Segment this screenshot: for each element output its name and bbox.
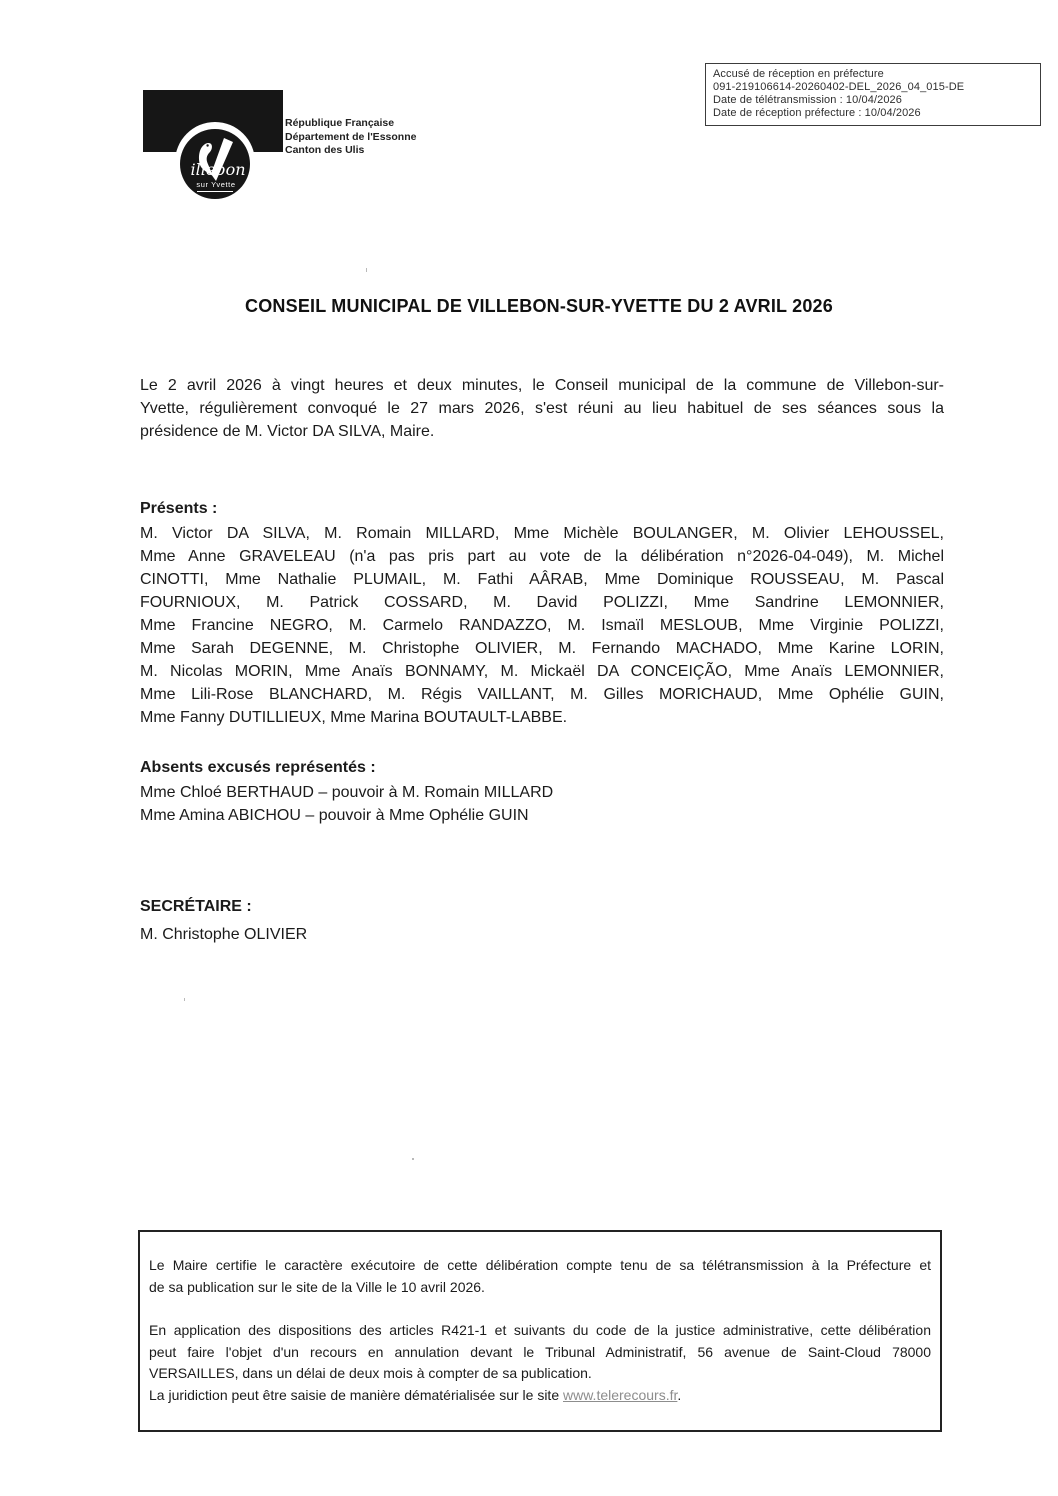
text-line: Mme Anne GRAVELEAU (n'a pas pris part au vote de la délibération n°2026-04-049), M. Michel bbox=[140, 548, 944, 565]
text-line: Canton des Ulis bbox=[285, 144, 365, 156]
republique-header bbox=[285, 117, 416, 158]
villebon-logo bbox=[143, 88, 293, 213]
logo-disc bbox=[180, 129, 250, 199]
certify-paragraph bbox=[149, 1255, 931, 1298]
certification-box bbox=[138, 1230, 942, 1432]
text-line: Mme Fanny DUTILLIEUX, Mme Marina BOUTAULT-LABBE. bbox=[140, 709, 568, 726]
text-line: peut faire l'objet d'un recours en annulation devant le Tribunal Administratif, 56 avenue de Saint-Cloud 78000 bbox=[149, 1343, 931, 1360]
text-line: Le 2 avril 2026 à vingt heures et deux minutes, le Conseil municipal de la commune de Villebon-sur- bbox=[140, 377, 944, 394]
document-title: CONSEIL MUNICIPAL DE VILLEBON-SUR-YVETTE DU 2 AVRIL 2026 bbox=[245, 296, 833, 316]
text-line: Le Maire certifie le caractère exécutoire de cette délibération compte tenu de sa télétransmission à la Préfecture et bbox=[149, 1257, 931, 1273]
text-line: En application des dispositions des articles R421-1 et suivants du code de la justice administrative, cette délibération bbox=[149, 1322, 931, 1338]
text-line: Yvette, régulièrement convoqué le 27 mars 2026, s'est réuni au lieu habituel de ses séances sous la bbox=[140, 400, 944, 417]
logo-underline bbox=[197, 191, 233, 192]
text-line: VERSAILLES, dans un délai de deux mois à compter de sa publication. bbox=[149, 1365, 592, 1381]
text-line: M. Victor DA SILVA, M. Romain MILLARD, Mme Michèle BOULANGER, M. Olivier LEHOUSSEL, bbox=[140, 525, 944, 542]
secretaire-heading: SECRÉTAIRE : bbox=[140, 898, 252, 915]
text-line: Date de télétransmission : 10/04/2026 bbox=[713, 94, 902, 106]
recours-paragraph bbox=[149, 1320, 931, 1385]
secretaire-name: M. Christophe OLIVIER bbox=[140, 926, 308, 943]
absents-list bbox=[140, 781, 944, 827]
text-line: Mme Amina ABICHOU – pouvoir à Mme Ophélie GUIN bbox=[140, 807, 529, 824]
juridiction-period: . bbox=[677, 1386, 682, 1403]
presents-list bbox=[140, 522, 944, 729]
text-line: 091-219106614-20260402-DEL_2026_04_015-DE bbox=[713, 81, 965, 93]
absents-heading: Absents excusés représentés : bbox=[140, 759, 376, 776]
text-line: de sa publication sur le site de la Ville le 10 avril 2026. bbox=[149, 1278, 485, 1295]
scan-speck bbox=[184, 998, 185, 1001]
logo-subtitle: sur Yvette bbox=[196, 180, 236, 189]
presents-heading: Présents : bbox=[140, 500, 218, 517]
logo-wordmark: illebon bbox=[190, 160, 246, 179]
text-line: Département de l'Essonne bbox=[285, 130, 417, 143]
text-line: Date de réception préfecture : 10/04/2026 bbox=[713, 107, 921, 119]
scan-speck bbox=[412, 1158, 414, 1160]
text-line: M. Nicolas MORIN, Mme Anaïs BONNAMY, M. Mickaël DA CONCEIÇÃO, Mme Anaïs LEMONNIER, bbox=[140, 663, 944, 680]
prefecture-stamp bbox=[705, 63, 1041, 126]
text-line: Mme Lili-Rose BLANCHARD, M. Régis VAILLANT, M. Gilles MORICHAUD, Mme Ophélie GUIN, bbox=[140, 686, 944, 703]
text-line: FOURNIOUX, M. Patrick COSSARD, M. David POLIZZI, Mme Sandrine LEMONNIER, bbox=[140, 594, 944, 611]
scan-speck bbox=[366, 268, 367, 272]
text-line: Accusé de réception en préfecture bbox=[713, 68, 884, 80]
text-line: Mme Francine NEGRO, M. Carmelo RANDAZZO, M. Ismaïl MESLOUB, Mme Virginie POLIZZI, bbox=[140, 617, 944, 634]
juridiction-line bbox=[149, 1385, 931, 1407]
text-line: présidence de M. Victor DA SILVA, Maire. bbox=[140, 423, 435, 440]
juridiction-text: La juridiction peut être saisie de manière dématérialisée sur le site bbox=[149, 1386, 563, 1403]
text-line: CINOTTI, Mme Nathalie PLUMAIL, M. Fathi AÂRAB, Mme Dominique ROUSSEAU, M. Pascal bbox=[140, 571, 944, 588]
text-line: Mme Sarah DEGENNE, M. Christophe OLIVIER, M. Fernando MACHADO, Mme Karine LORIN, bbox=[140, 640, 944, 657]
text-line: République Française bbox=[285, 117, 395, 129]
telerecours-link[interactable]: www.telerecours.fr bbox=[563, 1386, 678, 1403]
text-line: Mme Chloé BERTHAUD – pouvoir à M. Romain MILLARD bbox=[140, 784, 554, 801]
intro-paragraph bbox=[140, 374, 944, 443]
